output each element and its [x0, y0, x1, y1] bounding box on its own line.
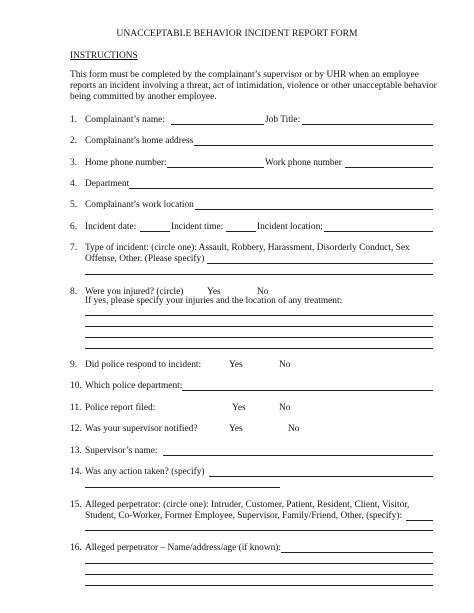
item-number: 3.	[70, 158, 78, 168]
incident-type-extra-line[interactable]	[85, 274, 433, 275]
perpetrator-type-specify-field[interactable]	[406, 520, 433, 521]
home-address-label: Complainant’s home address	[85, 136, 194, 146]
police-report-yes-option[interactable]: Yes	[232, 403, 246, 413]
instructions-line-1: This form must be completed by the complainant’s supervisor or by UHR when an employee	[70, 70, 419, 80]
action-taken-label: Was any action taken? (specify)	[85, 467, 205, 477]
perpetrator-type-specify-label: Student, Co-Worker, Former Employee, Supervisor, Family/Friend, Other, (specify):	[85, 511, 403, 521]
item-number: 6.	[70, 222, 78, 232]
item-number: 8.	[70, 287, 78, 297]
work-location-field[interactable]	[195, 209, 433, 210]
item-number: 10.	[70, 381, 82, 391]
incident-date-field[interactable]	[140, 231, 170, 232]
perpetrator-info-field[interactable]	[281, 552, 433, 553]
incident-location-field[interactable]	[324, 231, 433, 232]
work-phone-label: Work phone number	[265, 158, 342, 168]
item-number: 16.	[70, 543, 82, 553]
police-report-label: Police report filed:	[85, 403, 156, 413]
perpetrator-info-line-2[interactable]	[85, 574, 433, 575]
police-report-no-option[interactable]: No	[279, 403, 291, 413]
perpetrator-type-extra-line[interactable]	[85, 530, 433, 531]
instructions-heading: INSTRUCTIONS	[70, 51, 138, 61]
item-number: 9.	[70, 360, 78, 370]
injury-details-line-4[interactable]	[85, 348, 433, 349]
job-title-field[interactable]	[302, 124, 433, 125]
item-number: 7.	[70, 243, 78, 253]
home-phone-field[interactable]	[167, 167, 264, 168]
injury-details-line-3[interactable]	[85, 337, 433, 338]
injury-details-line-1[interactable]	[85, 315, 433, 316]
incident-time-field[interactable]	[226, 231, 256, 232]
department-label: Department	[85, 179, 130, 189]
item-number: 13.	[70, 446, 82, 456]
police-department-label: Which police department:	[85, 381, 183, 391]
item-number: 1.	[70, 115, 78, 125]
police-department-field[interactable]	[182, 390, 433, 391]
item-number: 14.	[70, 467, 82, 477]
injured-yes-option[interactable]: Yes	[207, 287, 221, 297]
complainant-name-field[interactable]	[171, 124, 264, 125]
incident-type-specify-field[interactable]	[207, 263, 433, 264]
police-respond-no-option[interactable]: No	[279, 360, 291, 370]
item-number: 12.	[70, 424, 82, 434]
action-taken-extra-line[interactable]	[85, 487, 280, 488]
item-number: 11.	[70, 403, 82, 413]
work-phone-field[interactable]	[345, 167, 433, 168]
incident-type-specify-label: Offense, Other. (Please specify)	[85, 254, 205, 264]
complainant-name-label: Complainant’s name:	[85, 115, 165, 125]
home-phone-label: Home phone number:	[85, 158, 167, 168]
form-title: UNACCEPTABLE BEHAVIOR INCIDENT REPORT FORM	[116, 28, 358, 39]
work-location-label: Complainant’s work location	[85, 200, 194, 210]
perpetrator-info-line-1[interactable]	[85, 563, 433, 564]
injured-label: Were you injured? (circle)	[85, 287, 184, 297]
item-number: 15.	[70, 500, 82, 510]
perpetrator-type-label: Alleged perpetrator: (circle one): Intruder, Customer, Patient, Resident, Client, Visitor,	[85, 500, 410, 510]
supervisor-name-label: Supervisor’s name:	[85, 446, 158, 456]
incident-type-label: Type of incident: (circle one): Assault, Robbery, Harassment, Disorderly Conduct, Sex	[85, 243, 410, 253]
instructions-line-3: being committed by another employee.	[70, 92, 217, 102]
department-field[interactable]	[129, 188, 433, 189]
police-respond-label: Did police respond to incident:	[85, 360, 202, 370]
incident-time-label: Incident time:	[171, 222, 224, 232]
supervisor-notified-yes-option[interactable]: Yes	[229, 424, 243, 434]
job-title-label: Job Title:	[265, 115, 301, 125]
instructions-line-2: reports an incident involving a threat, act of intimidation, violence or other unacceptable behavior	[70, 81, 437, 91]
perpetrator-info-label: Alleged perpetrator – Name/address/age (if known):	[85, 543, 282, 553]
police-respond-yes-option[interactable]: Yes	[229, 360, 243, 370]
perpetrator-info-line-3[interactable]	[85, 585, 433, 586]
supervisor-notified-no-option[interactable]: No	[288, 424, 300, 434]
item-number: 4.	[70, 179, 78, 189]
injury-details-line-2[interactable]	[85, 326, 433, 327]
supervisor-name-field[interactable]	[163, 455, 433, 456]
incident-location-label: Incident location:	[257, 222, 323, 232]
item-number: 5.	[70, 200, 78, 210]
injured-no-option[interactable]: No	[257, 287, 269, 297]
injury-details-label: If yes, please specify your injuries and the location of any treatment:	[85, 296, 343, 306]
item-number: 2.	[70, 136, 78, 146]
supervisor-notified-label: Was your supervisor notified?	[85, 424, 198, 434]
action-taken-field[interactable]	[209, 476, 433, 477]
home-address-field[interactable]	[194, 145, 433, 146]
incident-date-label: Incident date:	[85, 222, 137, 232]
